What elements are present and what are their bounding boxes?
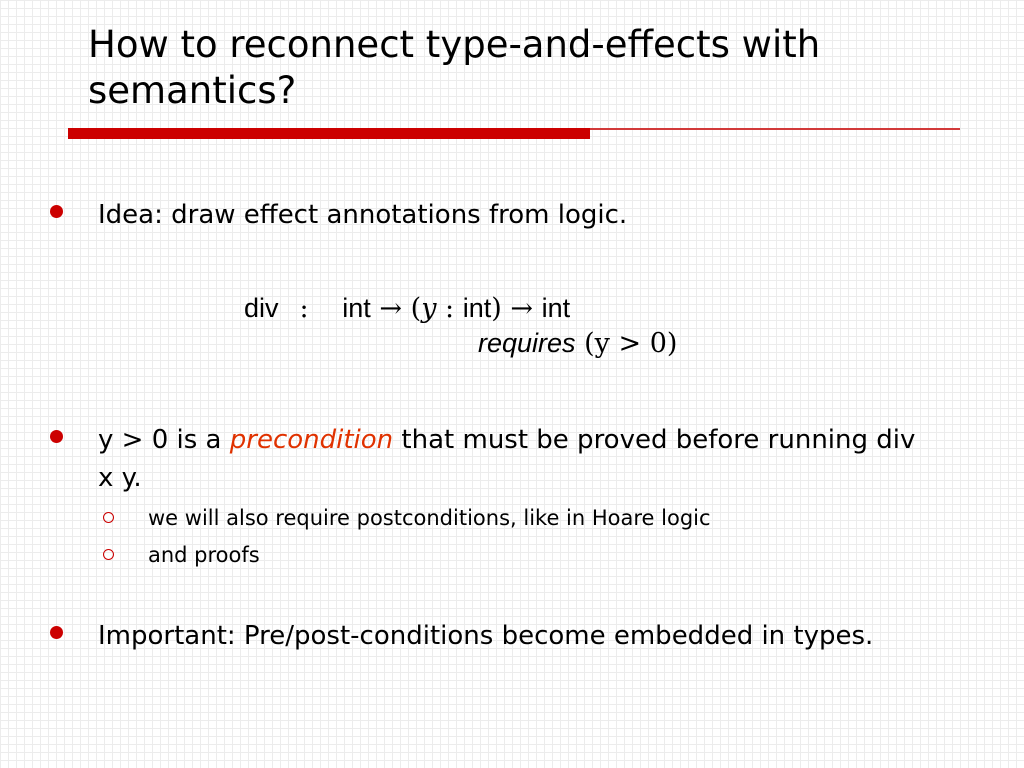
bullet-dot	[50, 205, 63, 218]
formula-domain: int	[342, 293, 371, 323]
title-underline-thin	[590, 128, 960, 130]
sub-bullet-ring	[103, 549, 114, 560]
formula-param-colon: :	[445, 293, 455, 324]
sub-bullet-ring	[103, 512, 114, 523]
formula-param-close: )	[491, 293, 502, 324]
formula-arrow-1: →	[379, 293, 403, 324]
formula-param-var: y	[421, 293, 437, 324]
formula-requires-keyword: requires	[478, 328, 576, 358]
sub-bullet-text-postconditions: we will also require postconditions, like in Hoare logic	[148, 506, 711, 530]
bullet-text-post: that must be proved before running div x y.	[98, 425, 916, 493]
bullet-text-idea: Idea: draw effect annotations from logic.	[98, 200, 628, 230]
bullet-text-pre: y > 0 is a	[98, 425, 230, 455]
formula-arrow-2: →	[510, 293, 534, 324]
formula-line-2	[478, 324, 677, 363]
bullet-dot	[50, 626, 63, 639]
precondition-emphasis: precondition	[229, 425, 394, 455]
bullet-dot	[50, 430, 63, 443]
bullet-text-important: Important: Pre/post-conditions become embedded in types.	[98, 621, 874, 651]
formula-param-open: (	[410, 293, 422, 324]
slide-title: How to reconnect type-and-effects with semantics?	[88, 23, 821, 112]
formula-codomain: int	[541, 293, 571, 323]
sub-bullet-text-proofs: and proofs	[148, 543, 260, 567]
formula-line-1	[244, 290, 570, 327]
formula-name: div	[244, 293, 279, 323]
bullet-text-precondition	[98, 421, 918, 497]
title-underline-thick	[68, 128, 590, 139]
formula-condition: (y > 0)	[584, 328, 678, 359]
formula-colon: :	[299, 293, 309, 324]
formula-param-type: int	[462, 293, 492, 323]
